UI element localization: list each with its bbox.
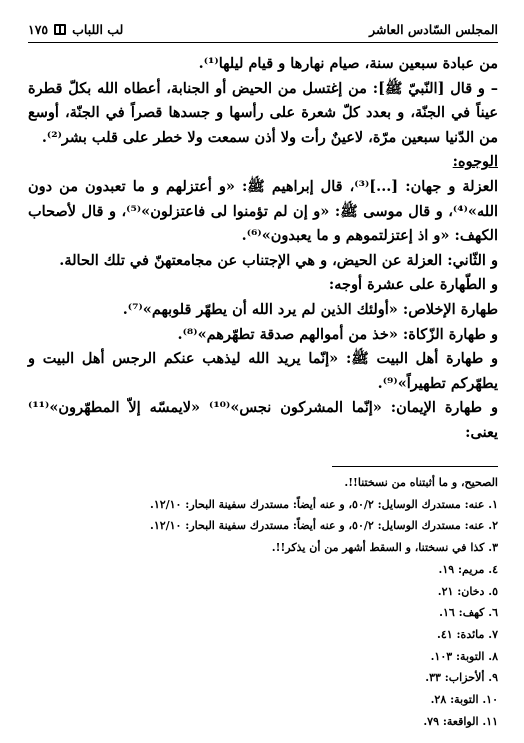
paragraph: من عبادة سبعين سنة، صيام نهارها و قيام ليلها⁽¹⁾. [198,55,498,72]
footnote-line: ١٠. التوبة: ٢٨. [430,693,498,707]
paragraph: العزلة و جهان: [...]⁽³⁾، قال إبراهيم ﷺ: «و أعتزلهم و ما تعبدون من دون الله»⁽⁴⁾، و قال موسى ﷺ: «و إن لم تؤمنوا لى فاعتزلون»⁽⁵⁾، و قال لأصحاب الكهف: «و اذ إعتزلتموهم و ما يعبدون»⁽⁶⁾. [28,177,499,245]
paragraph: و الثّاني: العزلة عن الحيض، و هي الإجتناب عن مجامعتهنّ في تلك الحالة. [59,251,498,269]
header-book-title: لب اللباب [72,22,124,37]
paragraph: و الطّهارة على عشرة أوجه: [328,276,498,294]
footnote-line: ٥. دخان: ٢١. [437,584,498,598]
footnote-line: ٨. التوبة: ١٠٣. [430,649,498,663]
paragraph: و طهارة الإيمان: «إنّما المشركون نجس»⁽¹⁰⁾ «لايمسّه إلاّ المطهّرون»⁽¹¹⁾ يعنى: [28,399,498,441]
paragraph: و طهارة أهل البيت ﷺ: «إنّما يريد الله ليذهب عنكم الرجس أهل البيت و يطهّركم تطهيراً»⁽⁹⁾. [28,350,498,392]
main-text [28,52,498,446]
book-icon [54,24,66,35]
page-number: ١٧٥ [28,22,49,37]
footnote-line: ٩. ألأحزاب: ٣٣. [425,671,498,685]
paragraph: و طهارة الزّكاة: «خذ من أموالهم صدقة تطهّرهم»⁽⁸⁾. [177,325,498,343]
footnote-line: ٢. عنه: مستدرك الوسايل: ٥٠/٢، و عنه أيضاً: مستدرك سفينة البحار: ١٢/١٠. [149,519,498,533]
header-book-info [28,22,123,37]
header-rule [28,42,498,43]
footnote-line: ٣. كذا في نسختنا، و السقط أشهر من أن يذكر!!. [271,541,498,555]
paragraph: طهارة الإخلاص: «أولئك الذين لم يرد الله أن يطهّر قلوبهم»⁽⁷⁾. [122,300,498,318]
paragraph: – و قال [النّبيّ ﷺ]: من إغتسل من الحيض أو الجنابة، أعطاه الله بكلّ قطرة عيناً في الجنّة، و بعدد كلّ شعرة على رأسها و جسدها قصراً في الجنّة، أوسع من الدّنيا سبعين مرّة، لاعينٌ رأت ولا أذن سمعت ولا خطر على قلب بشر⁽²⁾. [28,79,498,146]
footnote-line: ١١. الواقعة: ٧٩. [423,714,498,728]
footnote-line: الصحيح، و ما أثبتناه من نسختنا!!. [344,476,498,489]
footnote-line: ٦. كهف: ١٦. [439,606,498,620]
footnote-line: ٤. مريم: ١٩. [438,562,498,576]
header-title: المجلس السّادس العاشر [369,22,498,37]
footnote-line: ١. عنه: مستدرك الوسايل: ٥٠/٢، و عنه أيضاً: مستدرك سفينة البحار: ١٢/١٠. [149,497,498,511]
running-header [28,20,498,44]
footnote-line: ٧. مائدة: ٤١. [437,627,498,641]
section-heading: الوجوه: [452,153,498,171]
footnotes [28,472,498,732]
footnote-separator [332,466,498,467]
